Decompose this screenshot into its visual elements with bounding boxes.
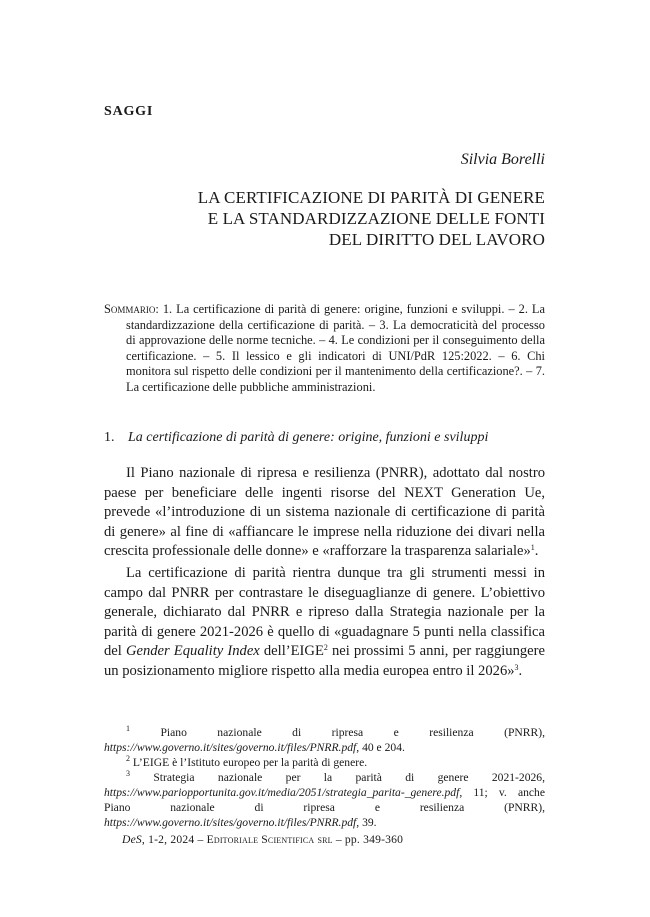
footnote-ref[interactable]: 1 [530,543,535,553]
paragraph-text: Il Piano nazionale di ripresa e resilienza (PNRR), adottato dal nostro paese per beneficiare delle ingenti risorse del NEXT Generation Ue, prevede «l’introduzione di un sistema nazionale di certificazione di parità di genere» al fine di «affiancare le imprese nella riduzione dei divari nella crescita professionale delle donne» e «rafforzare la trasparenza salariale» [104,465,545,560]
footnote-text: , 39. [356,816,377,829]
title-line: E LA STANDARDIZZAZIONE DELLE FONTI [207,209,545,228]
footnotes [104,725,545,830]
title-line: DEL DIRITTO DEL LAVORO [328,230,545,249]
heading-number: 1. [104,430,115,445]
heading-text: La certificazione di parità di genere: origine, funzioni e sviluppi [128,430,489,445]
summary-label: Sommario: [104,302,159,316]
paragraph-end: . [534,543,539,560]
issue-info: , 1-2, 2024 – [141,833,207,846]
author-name: Silvia Borelli [460,151,545,168]
footnote-text: Strategia nazionale per la parità di genere 2021-2026, [153,771,545,784]
paragraph-text: nei prossimi 5 anni, per raggiungere un posizionamento migliore rispetto alla media europea entro il 2026» [104,643,545,679]
footnote-ref[interactable]: 3 [514,662,519,672]
summary-text: 1. La certificazione di parità di genere: origine, funzioni e sviluppi. – 2. La standardizzazione della certificazione di parità. – 3. La democraticità del processo di approvazione delle norme tecniche. – 4. Le condizioni per il conseguimento della certificazione. – 5. Il lessico e gli indicatori di UNI/PdR 125:2022. – 6. Chi monitora sul rispetto delle condizioni per il mantenimento della certificazione?. – 7. La certificazione delle pubbliche amministrazioni. [126,302,545,394]
footnote-ref[interactable]: 2 [323,643,328,653]
footnote-text: Piano nazionale di ripresa e resilienza (PNRR), [160,726,545,739]
section-label: SAGGI [104,104,154,119]
paragraph-text: La certificazione di parità rientra dunque tra gli strumenti messi in campo dal PNRR per contrastare le diseguaglianze di genere. L’obiettivo generale, dichiarato dal PNRR e ripreso dalla Strategia nazionale per la parità di genere 2021-2026 è quello di «guadagnare 5 punti nella classifica del [104,564,545,660]
index-name: Gender Equality Index [125,643,260,660]
footnote-link[interactable]: https://www.pariopportunita.gov.it/media/2051/strategia_parita-_genere.pdf [104,786,460,799]
section-heading [104,430,488,446]
publisher-name: Editoriale Scientifica srl [206,833,333,846]
page-footer [122,833,403,846]
page-range: – pp. 349-360 [332,833,404,846]
title-line: LA CERTIFICAZIONE DI PARITÀ DI GENERE [197,188,545,207]
footnote-number: 2 [126,754,130,763]
footnote [104,755,545,770]
paragraph-text: dell’EIGE [259,643,324,660]
journal-name: DeS [122,833,142,846]
footnote-number: 3 [126,769,130,778]
paragraph [104,564,545,682]
footnote-link[interactable]: https://www.governo.it/sites/governo.it/files/PNRR.pdf [104,816,357,829]
paragraph [104,464,545,562]
footnote-text: , 40 e 204. [356,741,405,754]
footnote [104,770,545,830]
summary [104,302,545,396]
paragraph-end: . [518,662,523,679]
article-title [198,187,545,250]
footnote-link[interactable]: https://www.governo.it/sites/governo.it/files/PNRR.pdf [104,741,357,754]
body-text [104,464,545,682]
footnote-number: 1 [126,724,130,733]
footnote [104,725,545,755]
footnote-text: L’EIGE è l’Istituto europeo per la parità di genere. [132,756,368,769]
footnote-text: , 11; v. anche Piano nazionale di ripresa e resilienza (PNRR), [104,786,545,814]
